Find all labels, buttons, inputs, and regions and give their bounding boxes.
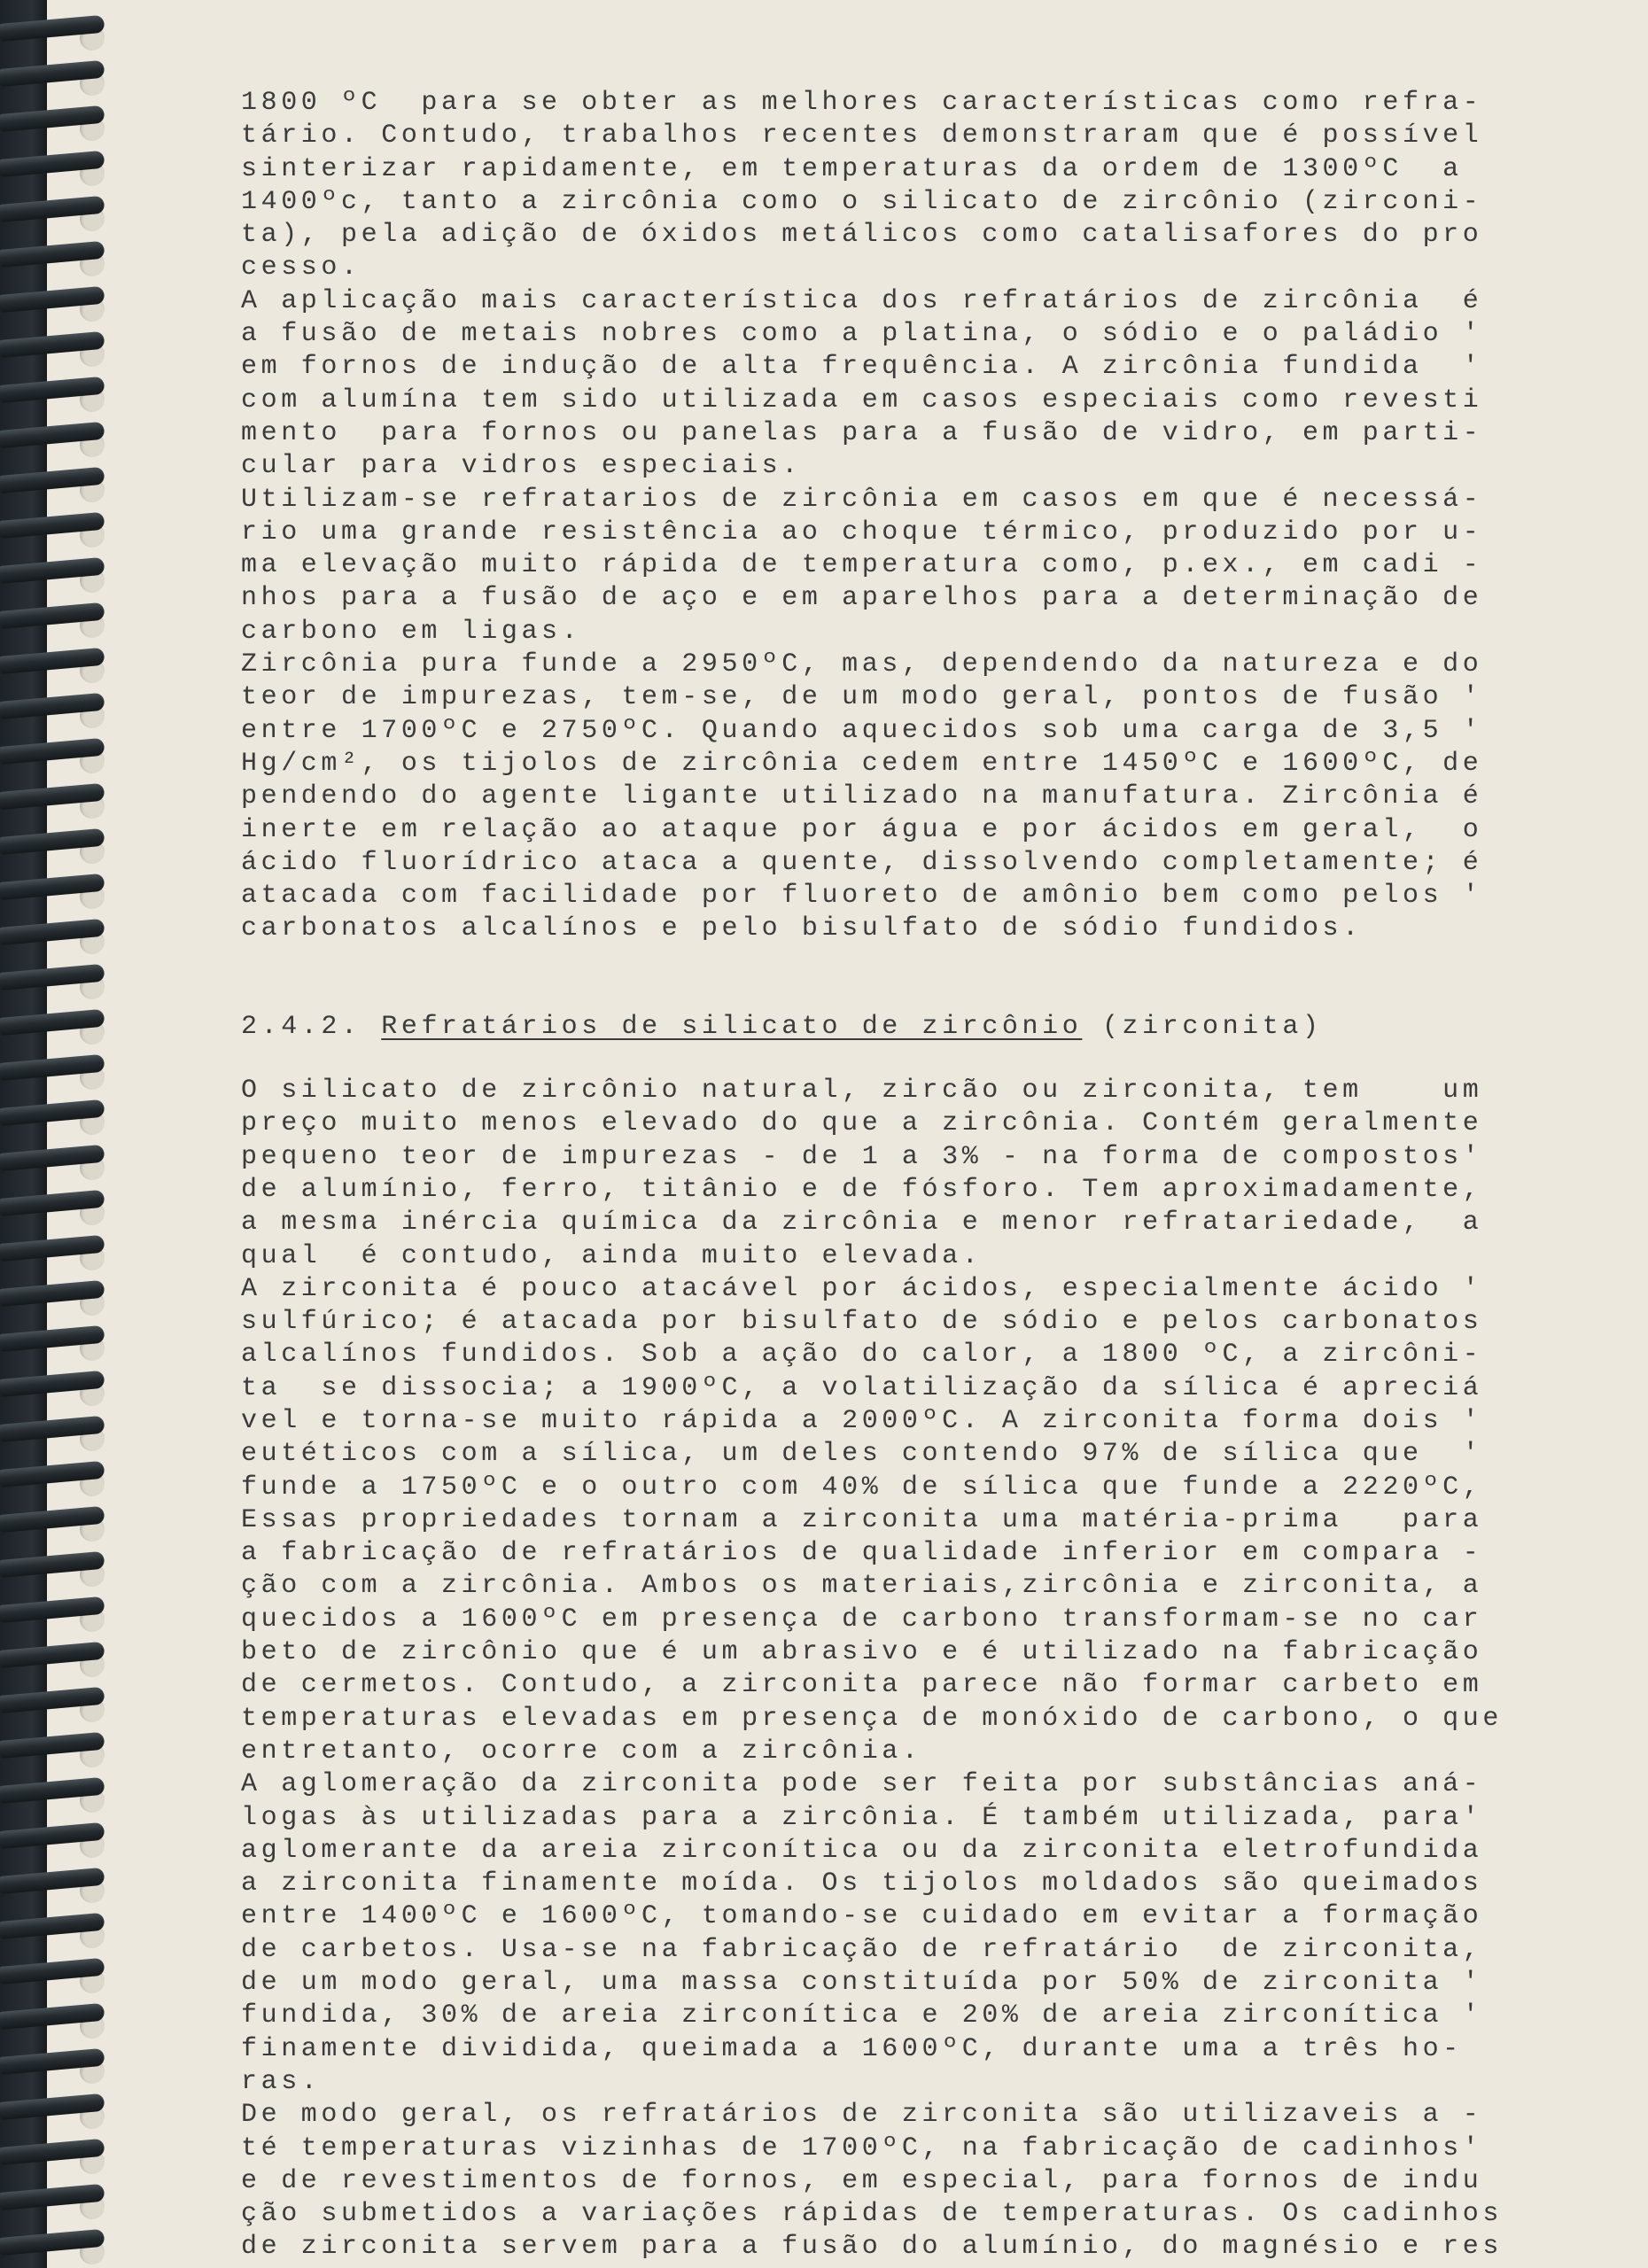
text-line: A aplicação mais característica dos refratários de zircônia é [241,285,1483,316]
text-line: inerte em relação ao ataque por água e por ácidos em geral, o [241,814,1483,845]
text-line: a mesma inércia química da zircônia e menor refratariedade, a [241,1208,1483,1239]
paragraph-block-zirconita [241,1075,1503,2264]
text-line: Hg/cm², os tijolos de zircônia cedem entre 1450ºC e 1600ºC, de [241,748,1483,779]
text-line: a fabricação de refratários de qualidade inferior em compara - [241,1538,1483,1569]
text-line: carbonatos alcalínos e pelo bisulfato de sódio fundidos. [241,913,1363,944]
text-line: pendendo do agente ligante utilizado na manufatura. Zircônia é [241,781,1483,812]
text-line: té temperaturas vizinhas de 1700ºC, na fabricação de cadinhos' [241,2132,1483,2163]
text-line: preço muito menos elevado do que a zircônia. Contém geralmente [241,1108,1483,1139]
text-line: Essas propriedades tornam a zirconita uma matéria-prima para [241,1504,1483,1535]
text-line: vel e torna-se muito rápida a 2000ºC. A zirconita forma dois ' [241,1405,1483,1436]
text-line: Zircônia pura funde a 2950ºC, mas, dependendo da natureza e do [241,649,1483,680]
text-line: de alumínio, ferro, titânio e de fósforo. Tem aproximadamente, [241,1174,1483,1205]
section-heading [241,1011,1503,1044]
text-line: A zirconita é pouco atacável por ácidos, especialmente ácido ' [241,1273,1483,1304]
text-line: ção submetidos a variações rápidas de temperaturas. Os cadinhos [241,2199,1503,2230]
text-line: 1800 ºC para se obter as melhores características como refra- [241,88,1483,118]
text-line: ácido fluorídrico ataca a quente, dissolvendo completamente; é [241,847,1483,878]
text-line: De modo geral, os refratários de zirconita são utilizaveis a - [241,2100,1483,2131]
text-line: de um modo geral, uma massa constituída por 50% de zirconita ' [241,1968,1483,1999]
text-line: em fornos de indução de alta frequência. A zircônia fundida ' [241,352,1483,383]
text-line: finamente dividida, queimada a 1600ºC, durante uma a três ho- [241,2033,1463,2064]
text-line: de zirconita servem para a fusão do alumínio, do magnésio e res [241,2232,1503,2263]
text-line: Utilizam-se refratarios de zircônia em casos em que é necessá- [241,484,1483,515]
text-line: sinterizar rapidamente, em temperaturas da ordem de 1300ºC a [241,153,1463,184]
text-line: entre 1700ºC e 2750ºC. Quando aquecidos sob uma carga de 3,5 ' [241,715,1483,746]
text-line: logas às utilizadas para a zircônia. É também utilizada, para' [241,1802,1483,1833]
text-line: a fusão de metais nobres como a platina, o sódio e o paládio ' [241,319,1483,350]
text-line: entretanto, ocorre com a zircônia. [241,1736,922,1767]
text-line: ta se dissocia; a 1900ºC, a volatilização da sílica é apreciá [241,1372,1483,1403]
text-line: temperaturas elevadas em presença de monóxido de carbono, o que [241,1703,1503,1734]
text-line: 1400ºc, tanto a zircônia como o silicato de zircônio (zirconi- [241,186,1483,217]
text-line: beto de zircônio que é um abrasivo e é utilizado na fabricação [241,1637,1483,1668]
text-line: entre 1400ºC e 1600ºC, tomando-se cuidado em evitar a formação [241,1901,1483,1932]
text-line: aglomerante da areia zirconítica ou da zirconita eletrofundida [241,1835,1483,1866]
text-line: qual é contudo, ainda muito elevada. [241,1240,983,1271]
text-line: carbono em ligas. [241,616,582,647]
text-line: tário. Contudo, trabalhos recentes demonstraram que é possível [241,120,1483,151]
text-line: mento para fornos ou panelas para a fusão de vidro, em parti- [241,417,1483,448]
text-line: de cermetos. Contudo, a zirconita parece não formar carbeto em [241,1670,1483,1701]
text-line: cular para vidros especiais. [241,451,802,482]
text-line: a zirconita finamente moída. Os tijolos moldados são queimados [241,1868,1483,1899]
text-line: O silicato de zircônio natural, zircão ou zirconita, tem um [241,1076,1483,1107]
text-line: quecidos a 1600ºC em presença de carbono transformam-se no car [241,1604,1483,1635]
text-line: ras. [241,2066,322,2097]
text-line: fundida, 30% de areia zirconítica e 20% de areia zirconítica ' [241,2000,1483,2031]
text-line: teor de impurezas, tem-se, de um modo geral, pontos de fusão ' [241,682,1483,713]
text-line: sulfúrico; é atacada por bisulfato de sódio e pelos carbonatos [241,1307,1483,1338]
section-number: 2.4.2. [241,1011,361,1042]
text-line: atacada com facilidade por fluoreto de amônio bem como pelos ' [241,881,1483,912]
section-title: Refratários de silicato de zircônio [381,1011,1083,1042]
text-line: A aglomeração da zirconita pode ser feita por substâncias aná- [241,1769,1483,1800]
text-line: nhos para a fusão de aço e em aparelhos para a determinação de [241,583,1483,614]
text-line: com alumína tem sido utilizada em casos especiais como revesti [241,384,1483,416]
text-line: de carbetos. Usa-se na fabricação de refratário de zirconita, [241,1934,1483,1965]
text-line: cesso. [241,252,361,284]
section-title-suffix: (zirconita) [1101,1011,1323,1042]
text-line: pequeno teor de impurezas - de 1 a 3% - na forma de compostos' [241,1141,1483,1172]
text-line: rio uma grande resistência ao choque térmico, produzido por u- [241,517,1483,548]
text-line: ta), pela adição de óxidos metálicos como catalisafores do pro [241,220,1483,251]
text-line: eutéticos com a sílica, um deles contendo 97% de sílica que ' [241,1439,1483,1470]
text-line: e de revestimentos de fornos, em especial, para fornos de indu [241,2165,1483,2196]
text-line: ção com a zircônia. Ambos os materiais,zircônia e zirconita, a [241,1571,1483,1602]
text-line: alcalínos fundidos. Sob a ação do calor, a 1800 ºC, a zircôni- [241,1340,1483,1371]
typewritten-page [241,87,1503,2264]
paragraph-block-zirconia [241,87,1503,946]
text-line: funde a 1750ºC e o outro com 40% de sílica que funde a 2220ºC, [241,1472,1483,1503]
text-line: ma elevação muito rápida de temperatura como, p.ex., em cadi - [241,550,1483,581]
